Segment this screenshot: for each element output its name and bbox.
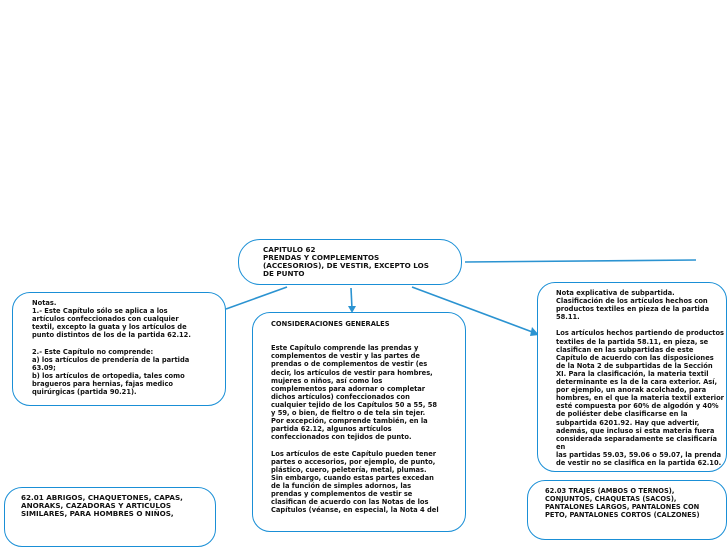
nota-explicativa-node[interactable] xyxy=(537,282,727,472)
consideraciones-text: CONSIDERACIONES GENERALES Este Capítulo comprende las prendas y complementos de vestir y las partes de prendas o de complementos de vestir (es decir, los artículos de vestir para hombres, mujeres o niños, así como los complementos para adornar o completar dichos artículos) confeccionados con cualquier tejido de los Capítulos 50 a 55, 58 y 59, o bien, de fieltro o de tela sin tejer. Por excepción, comprende también, en la partida 62.12, algunos artículos confeccionados con tejidos de punto. Los artículos de este Capítulo pueden tener partes o accesorios, por ejemplo, de punto, plástico, cuero, peletería, metal, plumas. Sin embargo, cuando estas partes excedan de la función de simples adornos, las prendas y complementos de vestir se clasifican de acuerdo con las Notas de los Capítulos (véanse, en especial, la Nota 4 del xyxy=(271,320,439,515)
central-topic-node[interactable] xyxy=(238,239,462,285)
abrigos-text: 62.01 ABRIGOS, CHAQUETONES, CAPAS, ANORAKS, CAZADORAS Y ARTICULOS SIMILARES, PARA HOMBRES O NIÑOS, xyxy=(21,493,183,519)
consideraciones-node[interactable] xyxy=(252,312,466,532)
connector-central-to-consideraciones xyxy=(351,288,352,309)
notas-text: Notas. 1.- Este Capítulo sólo se aplica a los artículos confeccionados con cualquier textil, excepto la guata y los artículos de punto distintos de los de la partida 62.12. 2.- Este Capítulo no comprende: a) los artículos de prendería de la partida 63.09; b) los artículos de ortopedia, tales como bragueros para hernias, fajas medico quirúrgicas (partida 90.21). xyxy=(32,299,191,397)
notas-node[interactable] xyxy=(12,292,226,406)
nota-explicativa-text: Nota explicativa de subpartida. Clasificación de los artículos hechos con productos textiles en pieza de la partida 58.11. Los artículos hechos partiendo de productos textiles de la partida 58.11, en pieza, se clasifican en las subpartidas de este Capítulo de acuerdo con las disposiciones de la Nota 2 de subpartidas de la Sección XI. Para la clasificación, la materia textil determinante es la de la cara exterior. Así, por ejemplo, un anorak acolchado, para hombres, en el que la materia textil exterior esté compuesta por 60% de algodón y 40% de poliéster debe clasificarse en la subpartida 6201.92. Hay que advertir, además, que incluso si esta materia fuera considerada separadamente se clasificaría en las partidas 59.03, 59.06 o 59.07, la prenda de vestir no se clasifica en la partida 62.10. xyxy=(556,289,725,467)
trajes-text: 62.03 TRAJES (AMBOS O TERNOS), CONJUNTOS, CHAQUETAS (SACOS), PANTALONES LARGOS, PANTALONES CON PETO, PANTALONES CORTOS (CALZONES) xyxy=(545,487,700,520)
central-topic-text: CAPITULO 62 PRENDAS Y COMPLEMENTOS (ACCESORIOS), DE VESTIR, EXCEPTO LOS DE PUNTO xyxy=(263,245,429,279)
trajes-node[interactable] xyxy=(527,480,727,540)
connector-central-to-right xyxy=(465,260,696,262)
abrigos-node[interactable] xyxy=(4,487,216,547)
connector-central-to-notas xyxy=(226,287,287,309)
